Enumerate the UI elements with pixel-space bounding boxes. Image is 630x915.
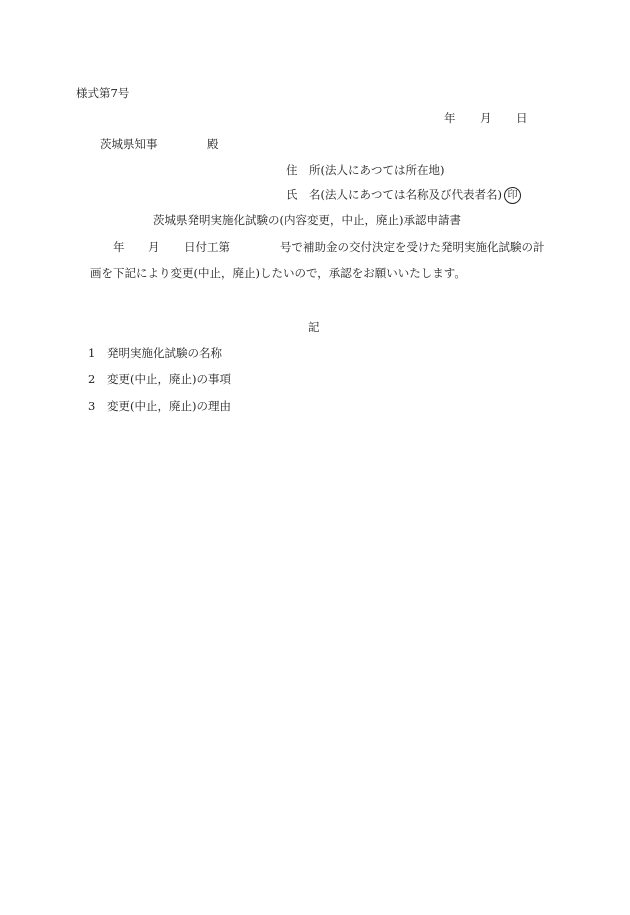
address-label: 住 所 [286, 163, 321, 177]
name-label: 氏 名 [286, 187, 321, 202]
item-number: 2 [88, 372, 96, 386]
name-note: (法人にあつては名称及び代表者名) [320, 187, 502, 202]
date-month: 月 [480, 111, 492, 125]
date-day: 日 [516, 111, 528, 125]
addressee-name: 茨城県知事 [100, 137, 158, 151]
ki-heading: 記 [308, 320, 320, 334]
applicant-name [286, 187, 521, 204]
item-label: 変更(中止，廃止)の事項 [107, 372, 231, 386]
applicant-address [286, 163, 444, 177]
item-number: 1 [88, 346, 96, 360]
addressee-honorific: 殿 [207, 137, 219, 151]
body-day-ref: 日付工第 [184, 240, 230, 254]
date-year: 年 [444, 111, 456, 125]
document-title: 茨城県発明実施化試験の(内容変更，中止，廃止)承認申請書 [153, 213, 461, 227]
item-label: 変更(中止，廃止)の理由 [107, 399, 231, 413]
body-line-2: 画を下記により変更(中止，廃止)したいので，承認をお願いいたします。 [90, 266, 466, 280]
body-text-1: 号で補助金の交付決定を受けた発明実施化試験の計 [280, 240, 545, 254]
seal-mark: 印 [504, 187, 521, 204]
form-number: 様式第7号 [76, 86, 130, 100]
body-month: 月 [148, 240, 160, 254]
item-number: 3 [88, 399, 96, 413]
body-year: 年 [113, 240, 125, 254]
address-note: (法人にあつては所在地) [320, 163, 445, 177]
item-label: 発明実施化試験の名称 [107, 346, 222, 360]
